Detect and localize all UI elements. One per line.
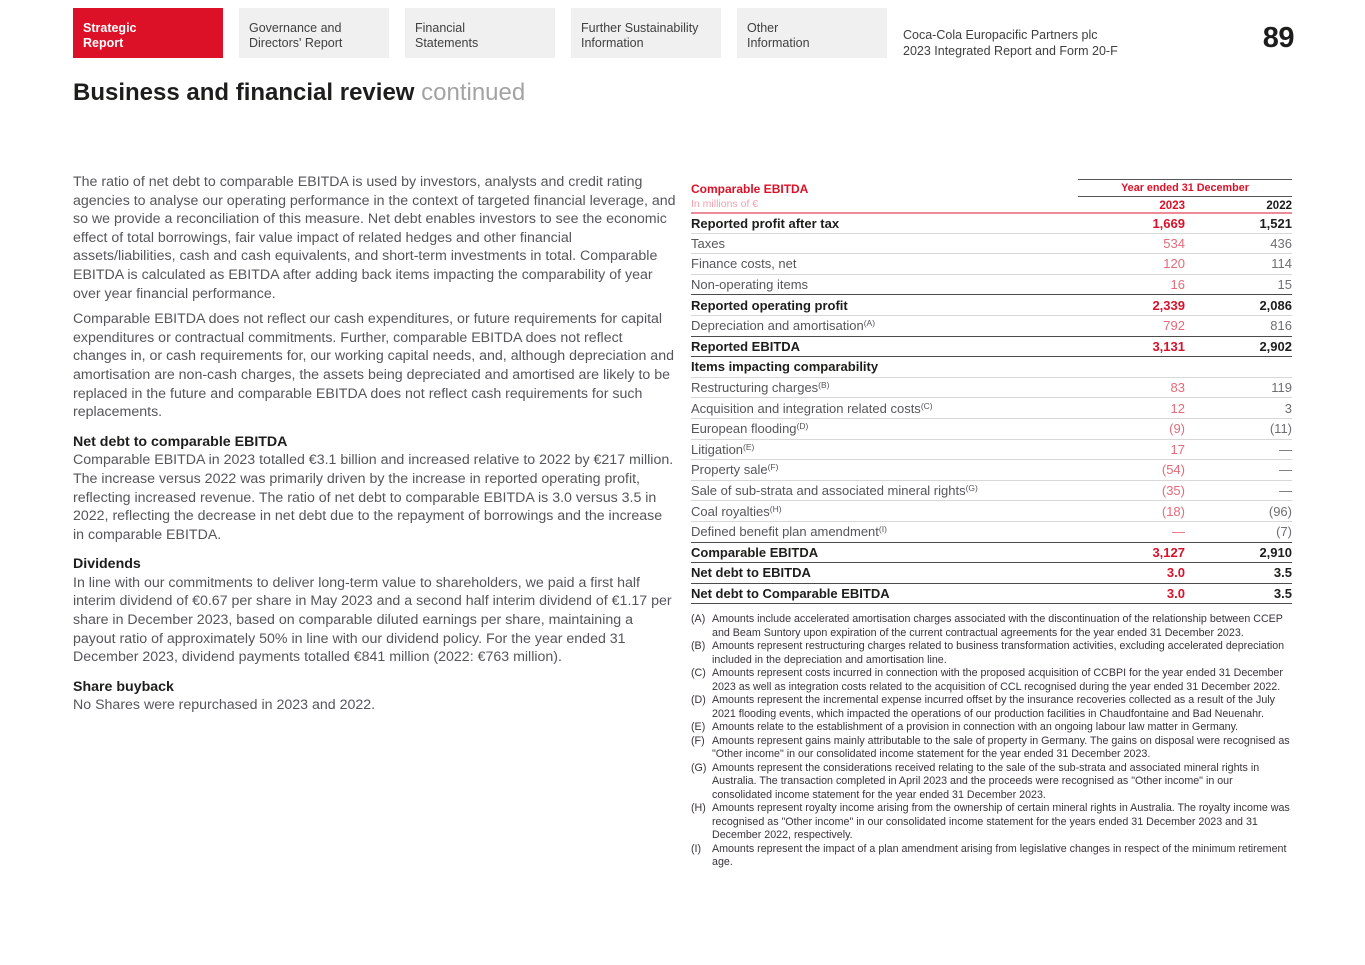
footnote: (F) Amounts represent gains mainly attributable to the sale of property in Germany. The gains on disposal were recognised as "Other income" in our consolidated income statement for the year ended 31 December 2023.	[691, 734, 1290, 760]
footnote: (H) Amounts represent royalty income arising from the ownership of certain mineral rights in Australia. The royalty income was recognised as "Other income" in our consolidated income statement for the years ended 31 December 2023 and 31 December 2022, respectively.	[691, 802, 1290, 841]
table-row: Litigation$^{(E)}$ 17 —	[691, 439, 1292, 460]
footnote-ref: (G)	[965, 483, 978, 494]
value-2022: (96)	[1268, 503, 1292, 519]
section-heading: Net debt to comparable EBITDA	[73, 433, 288, 450]
footnote-ref: (D)	[796, 421, 809, 432]
footnote: (A) Amounts include accelerated amortisation charges associated with the discontinuation of the relationship between CCEP and Beam Suntory upon expiration of the current contractual agreements for the year ended 31 December 2023.	[691, 613, 1283, 639]
column-header-2022: 2022	[1266, 200, 1292, 212]
value-2022: 436	[1270, 235, 1292, 251]
table-rows	[691, 212, 1292, 604]
value-2022: —	[1279, 441, 1292, 457]
page-number: 89	[1262, 22, 1294, 54]
table-subtitle: In millions of €	[691, 198, 759, 210]
footnote: (G) Amounts represent the considerations received relating to the sale of the sub-strata and associated mineral rights in Australia. The transaction completed in April 2023 and the proceeds were recognised as "Other income" in our consolidated income statement for the year ended 31 December 2023.	[691, 761, 1260, 801]
value-2022: 2,902	[1259, 338, 1292, 354]
value-2023: (35)	[1161, 483, 1185, 499]
paragraph: Comparable EBITDA does not reflect our cash expenditures, or future requirements for capital expenditures or contractual commitments. Further, comparable EBITDA does not reflect changes in, or cash requirements for, our working capital needs, and, although depreciation and amortisation are non-cash charges, the assets being depreciated and amortised are likely to be replaced in the future and comparable EBITDA does not reflect cash requirements for such replacements.	[73, 311, 674, 421]
footnote-ref: (F)	[767, 462, 779, 473]
footnote: (D) Amounts represent the incremental expense incurred offset by the insurance recoveries collected as a result of the July 2021 flooding events, which impacted the operations of our production facilities in Chaudfontaine and Bad Neuenahr.	[691, 694, 1275, 720]
value-2023: 3,127	[1152, 544, 1185, 560]
column-group-caption: Year ended 31 December	[1078, 179, 1292, 197]
value-2023: 792	[1163, 318, 1185, 334]
table-row: Defined benefit plan amendment$^{(I)}$ — (7)	[691, 521, 1292, 542]
section-heading: Dividends	[73, 556, 141, 573]
value-2023: 17	[1170, 441, 1185, 457]
value-2023: 3.0	[1166, 565, 1185, 581]
value-2022: 15	[1277, 277, 1292, 293]
value-2022: 3.5	[1273, 565, 1292, 581]
paragraph: The ratio of net debt to comparable EBITDA is used by investors, analysts and credit rating agencies to analyse our operating performance in the context of targeted financial leverage, and so we provide a reconciliation of this measure. Net debt enables investors to see the economic effect of total borrowings, fair value impact of related hedges and other financial assets/liabilities, cash and cash equivalents, and short-term investments in total. Comparable EBITDA is calculated as EBITDA after adding back items impacting the comparability of year over year financial performance.	[73, 174, 676, 302]
value-2023: 3.0	[1166, 585, 1185, 601]
value-2023: 12	[1170, 400, 1185, 416]
column-header-2023: 2023	[1159, 200, 1185, 212]
table-row: Finance costs, net 120 114	[691, 253, 1292, 274]
value-2022: 3	[1284, 400, 1292, 416]
paragraph: Comparable EBITDA in 2023 totalled €3.1 billion and increased relative to 2022 by €217 million. The increase versus 2022 was primarily driven by the increase in reported operating profit, reflecting increased revenue. The ratio of net debt to comparable EBITDA is 3.0 versus 3.5 in 2022, reflecting the decrease in net debt due to the repayment of borrowings and the increase in comparable EBITDA.	[73, 452, 674, 543]
report-brand	[903, 27, 1118, 59]
paragraph: In line with our commitments to deliver long-term value to shareholders, we paid a first half interim dividend of €0.67 per share in May 2023 and a second half interim dividend of €1.17 per share in December 2023, based on comparable diluted earnings per share, maintaining a payout ratio of approximately 50% in line with our dividend policy. For the year ended 31 December 2023, dividend payments totalled €841 million (2022: €763 million).	[73, 574, 672, 666]
tab-strategic-report[interactable]: Strategic Report	[73, 8, 223, 58]
value-2022: 114	[1271, 256, 1292, 272]
table-row: Reported profit after tax 1,669 1,521	[691, 212, 1292, 233]
table-row: Coal royalties$^{(H)}$ (18) (96)	[691, 500, 1292, 521]
tab-financial-statements[interactable]: Financial Statements	[405, 8, 555, 58]
table-row: Sale of sub-strata and associated mineral rights$^{(G)}$ (35) —	[691, 480, 1292, 501]
table-row: Non-operating items 16 15	[691, 274, 1292, 295]
value-2023: (54)	[1161, 462, 1185, 478]
footnote-ref: (C)	[920, 400, 933, 411]
value-2023: 16	[1170, 277, 1185, 293]
tab-other-information[interactable]: Other Information	[737, 8, 887, 58]
table-row: Taxes 534 436	[691, 233, 1292, 254]
value-2022: 3.5	[1273, 585, 1292, 601]
table-row: Acquisition and integration related costs$^{(C)}$ 12 3	[691, 397, 1292, 418]
brand-line-2: 2023 Integrated Report and Form 20-F	[903, 44, 1118, 58]
table-row: Property sale$^{(F)}$ (54) —	[691, 459, 1292, 480]
value-2022: 2,086	[1259, 297, 1292, 313]
value-2023: 120	[1163, 256, 1185, 272]
value-2022: (7)	[1276, 524, 1292, 540]
value-2022: —	[1279, 483, 1292, 499]
nav-tabs	[73, 8, 887, 58]
table-row: Restructuring charges$^{(B)}$ 83 119	[691, 377, 1292, 398]
value-2023: 83	[1170, 380, 1185, 396]
table-title-block	[691, 183, 808, 210]
value-2023: 2,339	[1152, 297, 1185, 313]
value-2022: —	[1279, 462, 1292, 478]
year-header-row	[1078, 197, 1292, 212]
footnote: (E) Amounts relate to the establishment of a provision in connection with an ongoing labour law matter in Germany.	[691, 721, 1239, 733]
footnote: (B) Amounts represent restructuring charges related to business transformation activities, excluding accelerated depreciation included in the depreciation and amortisation line.	[691, 640, 1285, 666]
value-2023: —	[1172, 524, 1185, 540]
value-2022: 816	[1270, 318, 1292, 334]
footnote: (C) Amounts represent costs incurred in connection with the proposed acquisition of CCBPI for the year ended 31 December 2023 as well as integration costs related to the acquisition of CCL recognised during the year ended 31 December 2022.	[691, 667, 1283, 693]
page-title	[73, 79, 525, 107]
value-2022: 119	[1271, 380, 1292, 396]
value-2022: (11)	[1269, 421, 1292, 437]
section-heading: Share buyback	[73, 678, 174, 695]
value-2022: 1,521	[1259, 215, 1292, 231]
table-header	[691, 179, 1292, 212]
footnotes	[691, 613, 1294, 870]
footnote-ref: (H)	[769, 503, 782, 514]
value-2023: 1,669	[1152, 215, 1185, 231]
comparable-ebitda-table	[691, 179, 1292, 604]
table-row: Reported EBITDA 3,131 2,902	[691, 336, 1292, 357]
page-title-continued: continued	[421, 79, 526, 107]
table-row: Reported operating profit 2,339 2,086	[691, 294, 1292, 315]
footnote-ref: (A)	[863, 318, 876, 329]
article	[73, 173, 676, 722]
footnote-ref: (E)	[743, 441, 755, 452]
footnote-ref: (I)	[878, 524, 887, 535]
table-row: Comparable EBITDA 3,127 2,910	[691, 542, 1292, 563]
footnote: (I) Amounts represent the impact of a plan amendment arising from legislative changes in respect of the minimum retirement age.	[691, 842, 1287, 868]
page-title-main: Business and financial review	[73, 79, 415, 107]
table-section-header: Items impacting comparability	[691, 356, 1292, 377]
value-2022: 2,910	[1259, 544, 1292, 560]
brand-line-1: Coca-Cola Europacific Partners plc	[903, 28, 1098, 42]
value-2023: 3,131	[1152, 338, 1185, 354]
table-column-group	[1078, 179, 1292, 212]
table-row: Net debt to Comparable EBITDA 3.0 3.5	[691, 583, 1292, 604]
value-2023: (9)	[1169, 421, 1185, 437]
tab-governanceand-directorsreport[interactable]: Governance and Directors' Report	[239, 8, 389, 58]
table-row: European flooding$^{(D)}$ (9) (11)	[691, 418, 1292, 439]
table-row: Depreciation and amortisation$^{(A)}$ 792 816	[691, 315, 1292, 336]
value-2023: 534	[1163, 235, 1185, 251]
tab-furthersustainability-information[interactable]: Further Sustainability Information	[571, 8, 721, 58]
table-row: Net debt to EBITDA 3.0 3.5	[691, 562, 1292, 583]
paragraph: No Shares were repurchased in 2023 and 2022.	[73, 697, 376, 714]
footnote-ref: (B)	[818, 380, 830, 391]
table-title: Comparable EBITDA	[691, 182, 809, 196]
value-2023: (18)	[1161, 503, 1185, 519]
